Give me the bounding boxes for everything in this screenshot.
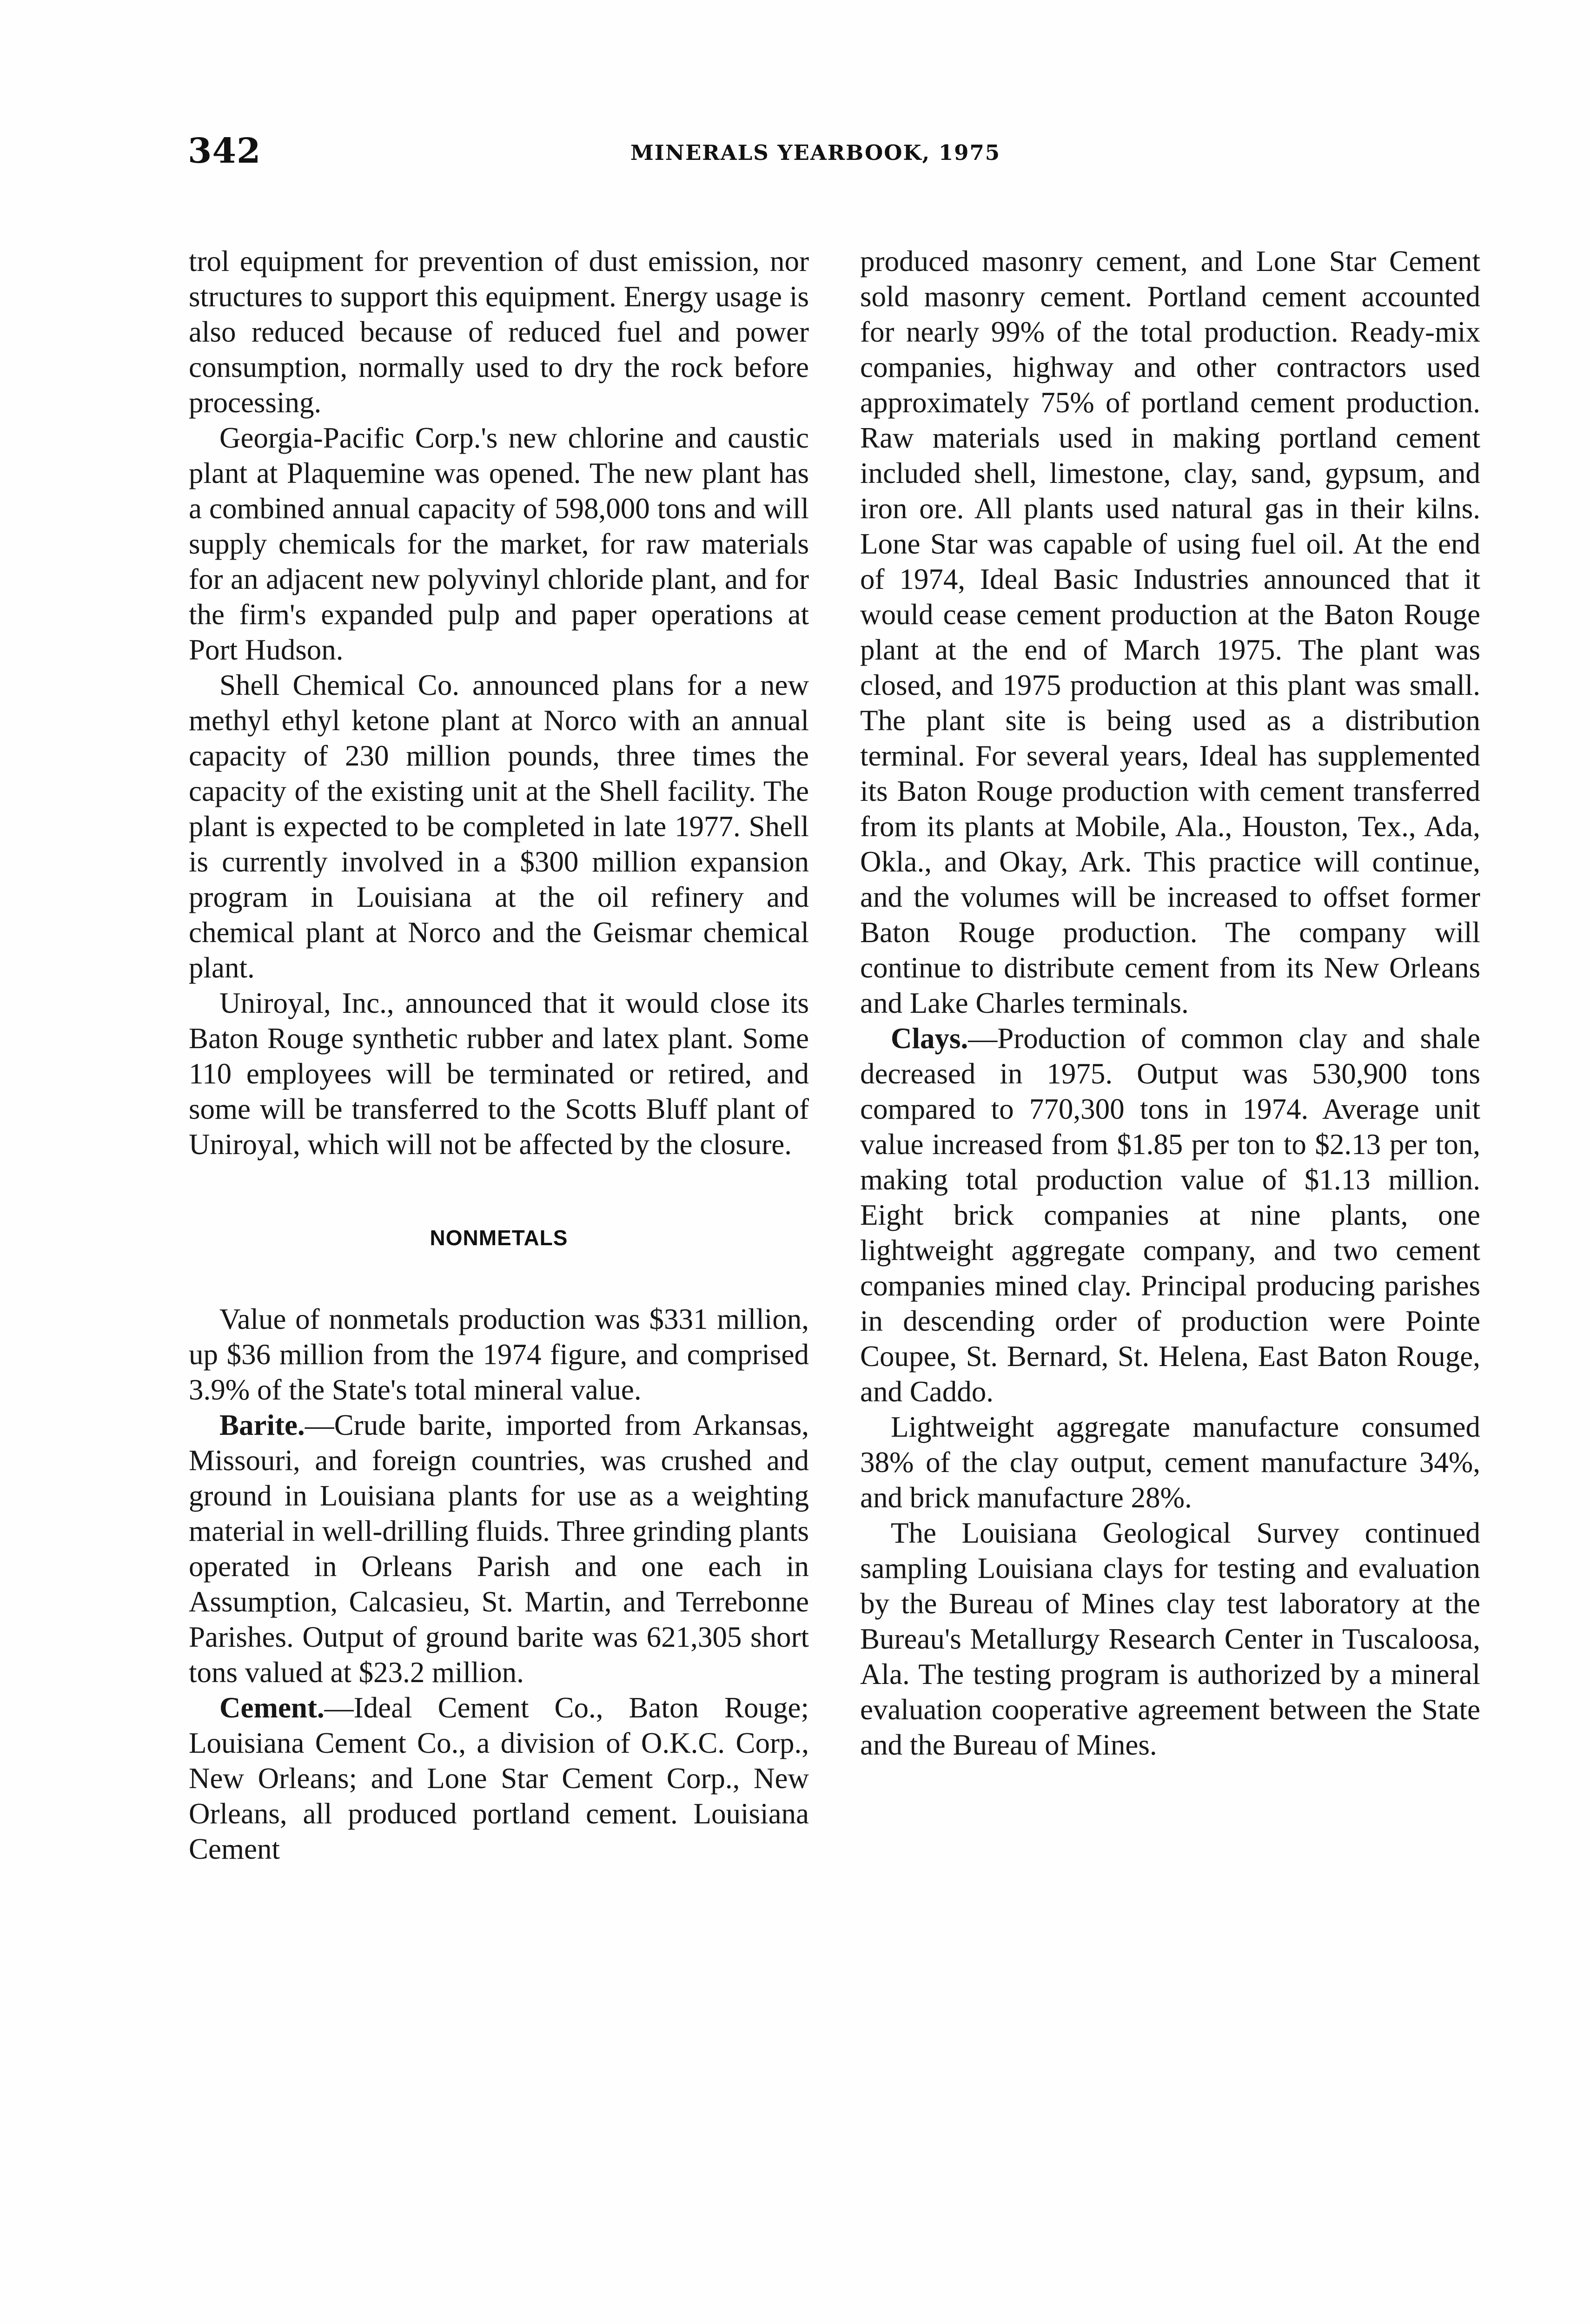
running-head bbox=[0, 130, 1590, 181]
nonmetals-heading: NONMETALS bbox=[430, 1226, 568, 1250]
clays-paragraph bbox=[860, 1021, 1480, 1409]
running-title: MINERALS YEARBOOK, 1975 bbox=[630, 140, 1001, 165]
page-number: 342 bbox=[188, 131, 261, 171]
right-text-column bbox=[860, 244, 1480, 1763]
left-text-column bbox=[189, 244, 809, 1867]
georgia-pacific-paragraph: Georgia-Pacific Corp.'s new chlorine and caustic plant at Plaquemine was opened. The new plant has a combined annual capacity of 598,000 tons and will supply chemicals for the market, for raw materials for an adjacent new polyvinyl chloride plant, and for the firm's expanded pulp and paper operations at Port Hudson. bbox=[189, 422, 809, 666]
clays-subhead: Clays. bbox=[891, 1022, 968, 1055]
clays-text: —Production of common clay and shale decreased in 1975. Output was 530,900 tons compared to 770,300 tons in 1974. Average unit value increased from $1.85 per ton to $2.13 per ton, making total production value of $1.13 million. Eight brick companies at nine plants, one lightweight aggregate company, and two cement companies mined clay. Principal producing parishes in descending order of production were Pointe Coupee, St. Bernard, St. Helena, East Baton Rouge, and Caddo. bbox=[860, 1022, 1480, 1408]
shell-chemical-paragraph: Shell Chemical Co. announced plans for a new methyl ethyl ketone plant at Norco with an annual capacity of 230 million pounds, three times the capacity of the existing unit at the Shell facility. The plant is expected to be completed in late 1977. Shell is currently involved in a $300 million expansion program in Louisiana at the oil refinery and chemical plant at Norco and the Geismar chemical plant. bbox=[189, 669, 809, 984]
barite-subhead: Barite. bbox=[219, 1409, 305, 1441]
nonmetals-summary-paragraph: Value of nonmetals production was $331 million, up $36 million from the 1974 figure, and comprised 3.9% of the State's total mineral value. bbox=[189, 1303, 809, 1406]
uniroyal-paragraph: Uniroyal, Inc., announced that it would close its Baton Rouge synthetic rubber and latex plant. Some 110 employees will be terminated or retired, and some will be transferred to the Scotts Bluff plant of Uniroyal, which will not be affected by the closure. bbox=[189, 987, 809, 1161]
cement-subhead: Cement. bbox=[219, 1691, 325, 1724]
geological-survey-paragraph: The Louisiana Geological Survey continued sampling Louisiana clays for testing and evaluation by the Bureau of Mines clay test laboratory at the Bureau's Metallurgy Research Center in Tuscaloosa, Ala. The testing program is authorized by a mineral evaluation cooperative agreement between the State and the Bureau of Mines. bbox=[860, 1517, 1480, 1761]
barite-paragraph bbox=[189, 1407, 809, 1690]
cement-paragraph bbox=[189, 1690, 809, 1867]
cement-continuation-paragraph: produced masonry cement, and Lone Star Cement sold masonry cement. Portland cement accounted for nearly 99% of the total production. Ready-mix companies, highway and other contractors used approximately 75% of portland cement production. Raw materials used in making portland cement included shell, limestone, clay, sand, gypsum, and iron ore. All plants used natural gas in their kilns. Lone Star was capable of using fuel oil. At the end of 1974, Ideal Basic Industries announced that it would cease cement production at the Baton Rouge plant at the end of March 1975. The plant was closed, and 1975 production at this plant was small. The plant site is being used as a distribution terminal. For several years, Ideal has supplemented its Baton Rouge production with cement transferred from its plants at Mobile, Ala., Houston, Tex., Ada, Okla., and Okay, Ark. This practice will continue, and the volumes will be increased to offset former Baton Rouge production. The company will continue to distribute cement from its New Orleans and Lake Charles terminals. bbox=[860, 245, 1480, 1019]
continued-paragraph: trol equipment for prevention of dust emission, nor structures to support this equipment. Energy usage is also reduced because of reduced fuel and power consumption, normally used to dry the rock before processing. bbox=[189, 245, 809, 419]
lightweight-aggregate-paragraph: Lightweight aggregate manufacture consumed 38% of the clay output, cement manufacture 34%, and brick manufacture 28%. bbox=[860, 1411, 1480, 1514]
cement-text: —Ideal Cement Co., Baton Rouge; Louisiana Cement Co., a division of O.K.C. Corp., New Orleans; and Lone Star Cement Corp., New Orleans, all produced portland cement. Louisiana Cement bbox=[189, 1691, 809, 1865]
barite-text: —Crude barite, imported from Arkansas, Missouri, and foreign countries, was crushed and ground in Louisiana plants for use as a weighting material in well-drilling fluids. Three grinding plants operated in Orleans Parish and one each in Assumption, Calcasieu, St. Martin, and Terrebonne Parishes. Output of ground barite was 621,305 short tons valued at $23.2 million. bbox=[189, 1409, 809, 1689]
